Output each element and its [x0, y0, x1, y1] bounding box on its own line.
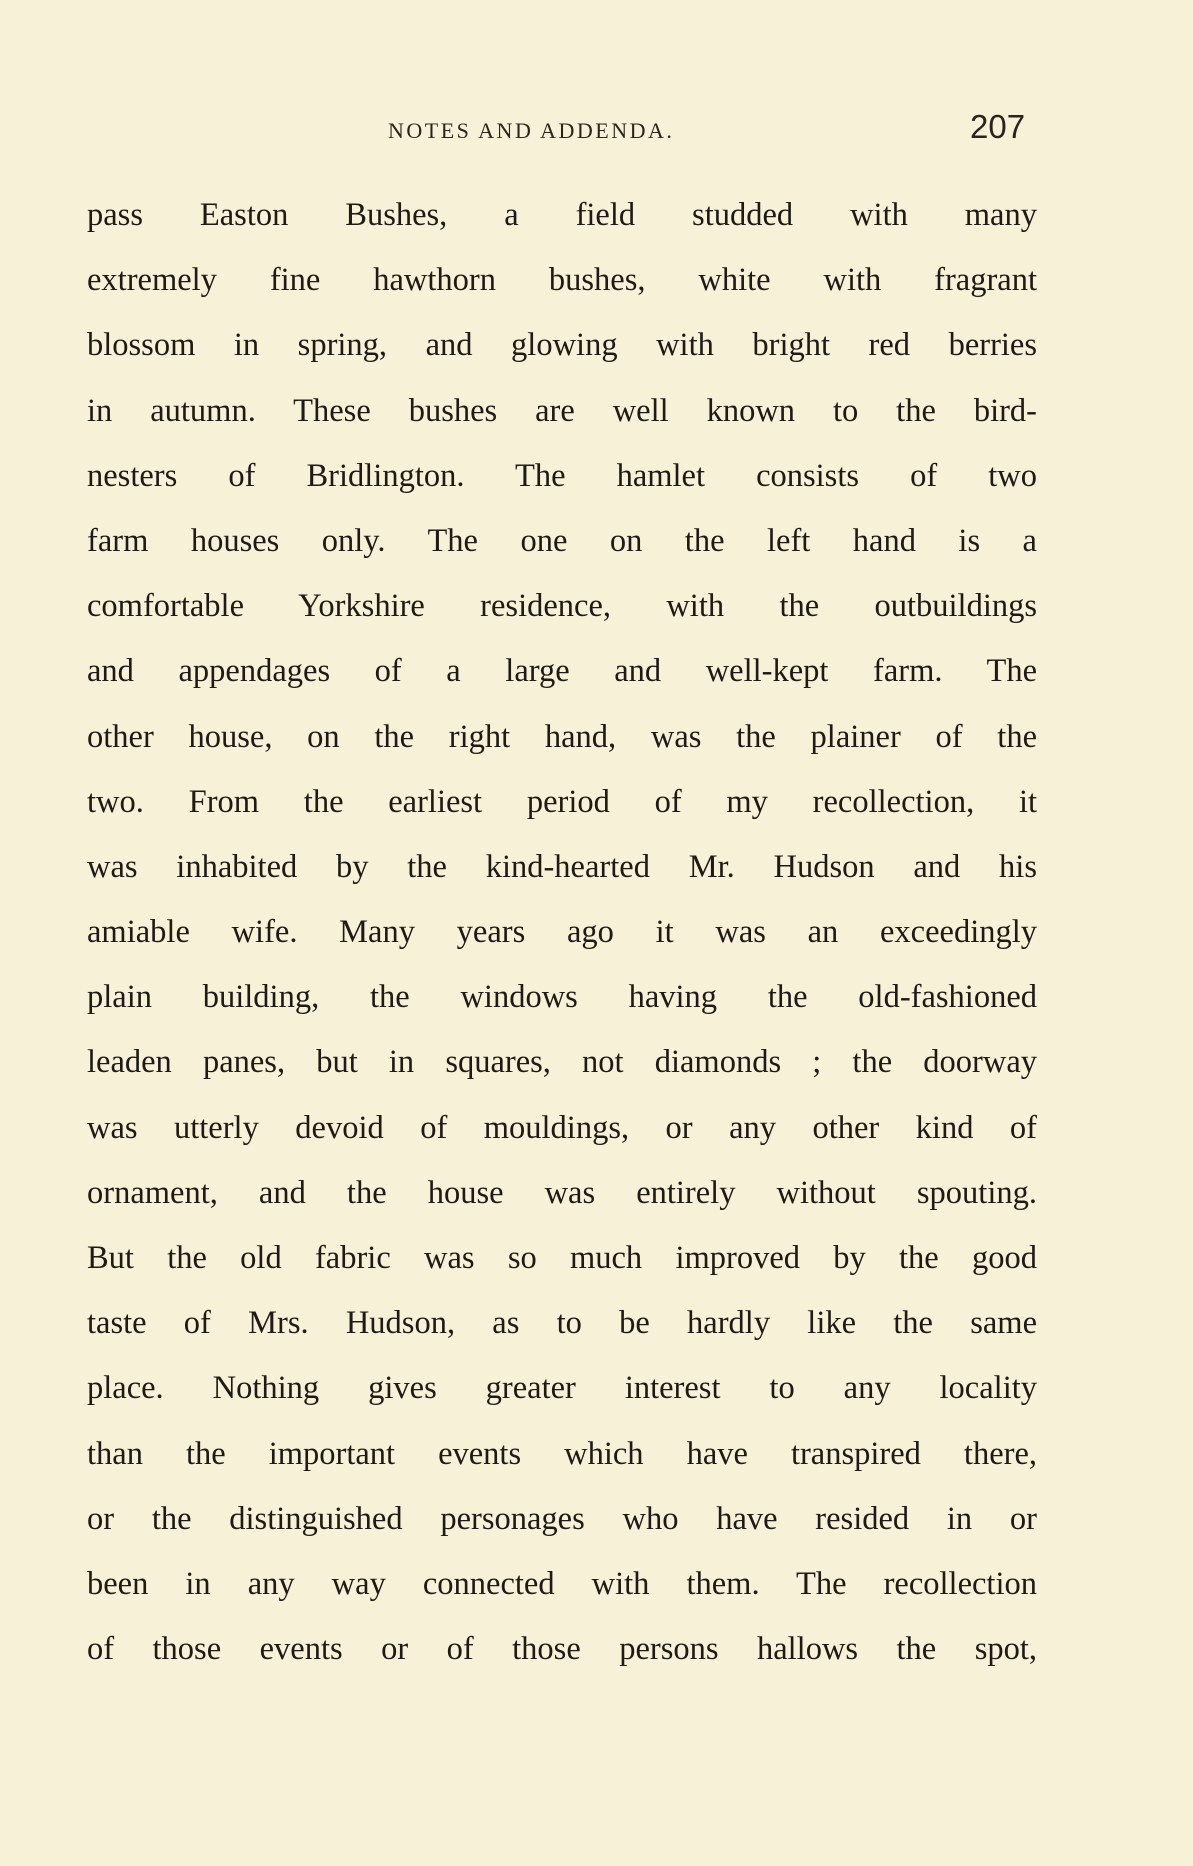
text-line: in autumn. These bushes are well known to the bird- — [87, 392, 1037, 429]
text-line: was inhabited by the kind-hearted Mr. Hudson and his — [87, 848, 1037, 885]
text-line: other house, on the right hand, was the plainer of the — [87, 718, 1037, 755]
text-line: than the important events which have transpired there, — [87, 1435, 1037, 1472]
text-line: farm houses only. The one on the left hand is a — [87, 522, 1037, 559]
text-line: and appendages of a large and well-kept farm. The — [87, 653, 1037, 690]
page-number: 207 — [970, 108, 1026, 145]
text-line: blossom in spring, and glowing with bright red berries — [87, 327, 1037, 364]
text-line: ornament, and the house was entirely without spouting. — [87, 1174, 1037, 1211]
text-line: But the old fabric was so much improved by the good — [87, 1240, 1037, 1276]
running-head — [0, 108, 1193, 148]
text-line: place. Nothing gives greater interest to any locality — [87, 1370, 1037, 1407]
body-paragraph — [87, 183, 1037, 1682]
text-line: plain building, the windows having the old-fashioned — [87, 979, 1037, 1016]
text-line: been in any way connected with them. The recollection — [87, 1565, 1037, 1602]
text-line: pass Easton Bushes, a field studded with many — [87, 197, 1037, 233]
text-line: of those events or of those persons hallows the spot, — [87, 1631, 1037, 1668]
text-line: two. From the earliest period of my recollection, it — [87, 783, 1037, 820]
text-line: extremely fine hawthorn bushes, white with fragrant — [87, 262, 1037, 299]
text-line: taste of Mrs. Hudson, as to be hardly like the same — [87, 1305, 1037, 1342]
text-line: leaden panes, but in squares, not diamonds ; the doorway — [87, 1044, 1037, 1081]
text-line: nesters of Bridlington. The hamlet consists of two — [87, 457, 1037, 494]
running-title: NOTES AND ADDENDA. — [388, 118, 675, 143]
text-line: or the distinguished personages who have resided in or — [87, 1500, 1037, 1537]
text-line: was utterly devoid of mouldings, or any other kind of — [87, 1109, 1037, 1146]
text-line: amiable wife. Many years ago it was an exceedingly — [87, 914, 1037, 951]
text-line: comfortable Yorkshire residence, with the outbuildings — [87, 588, 1037, 625]
